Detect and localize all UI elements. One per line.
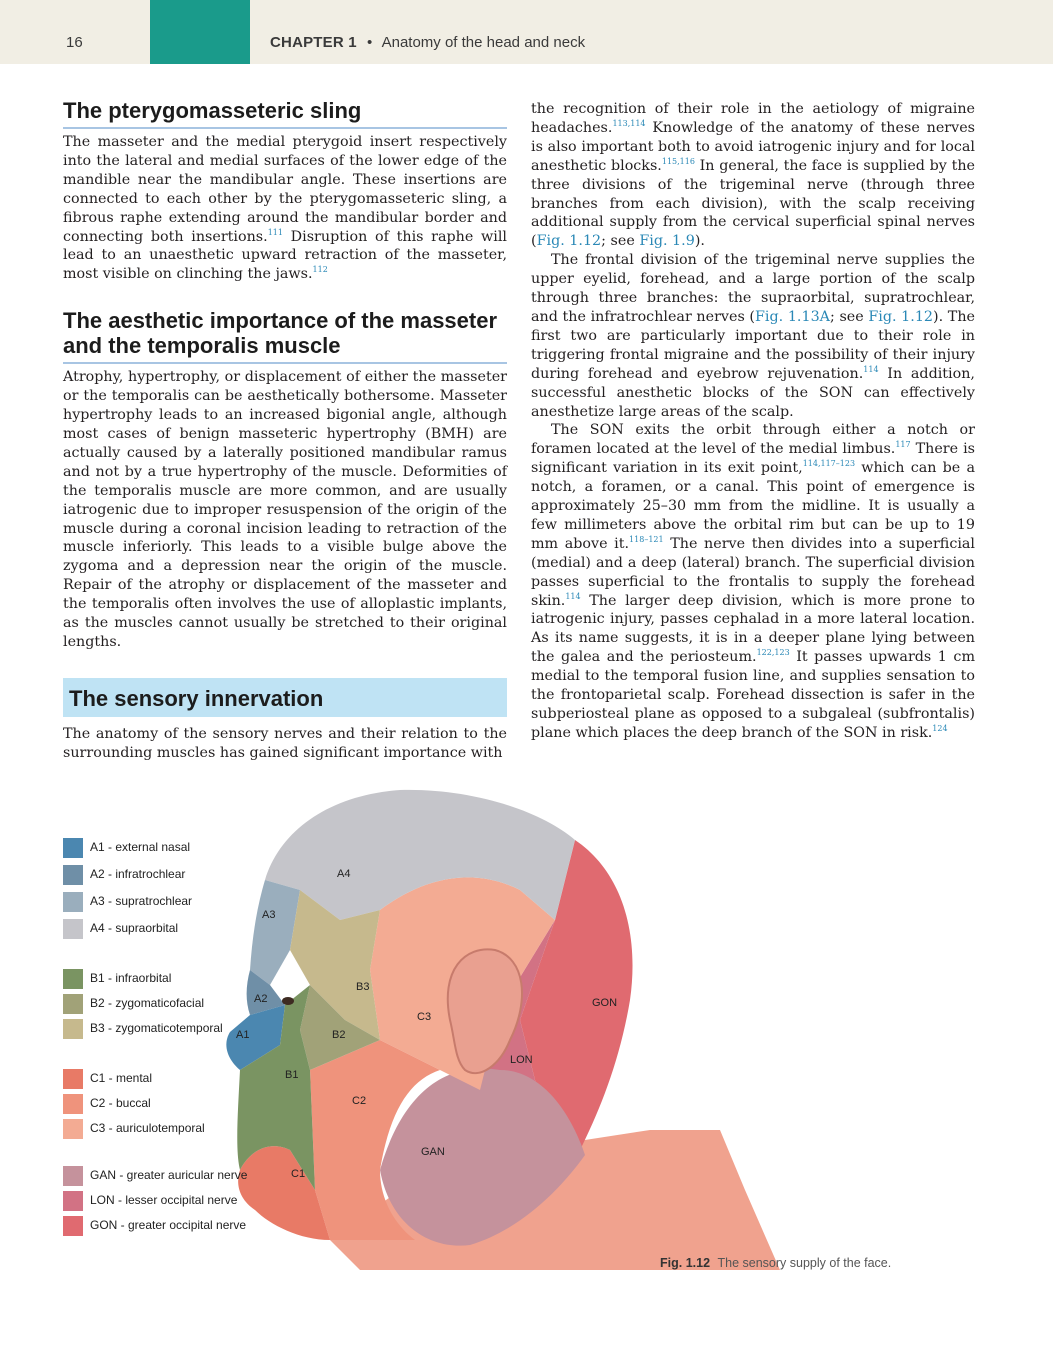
- region-a3: [250, 880, 300, 985]
- heading-sensory-innervation: The sensory innervation: [63, 678, 507, 717]
- label-c3: C3: [417, 1011, 432, 1023]
- label-c2: C2: [352, 1095, 367, 1107]
- citation[interactable]: 118–121: [629, 535, 664, 545]
- caption-text: The sensory supply of the face.: [717, 1256, 892, 1270]
- label-c1: C1: [291, 1168, 306, 1180]
- left-column: [63, 96, 507, 763]
- paragraph-son: The SON exits the orbit through either a notch or foramen located at the level of the medial limbus.$^{117}$ There is significant variation in its exit point,$^{114,117-123}$ which can be a notch, a foramen, or a canal. This point of emergence is approximately 25–30 mm from the midline. It is usually a few millimeters above the orbital rim but can be up to 19 mm above it.$^{118-121}$ The nerve then divides into a superficial (medial) and a deep (lateral) branch. The superficial division passes superficial to the frontalis to supply the forehead skin.$^{114}$ The larger deep division, which is more prone to iatrogenic injury, passes cephalad in a more lateral location. As its name suggests, it is in a deeper plane lying between the galea and the periosteum.$^{122,123}$ It passes upwards 1 cm medial to the temporal fusion line, and supplies sensation to the frontoparietal scalp. Forehead dissection is safer in the subperiosteal plane as opposed to a subgaleal (subfrontalis) plane which places the deep branch of the SON in risk.$^{124}$: [531, 422, 975, 741]
- chapter-label: CHAPTER 1: [270, 34, 357, 51]
- citation[interactable]: 114,117–123: [802, 459, 856, 469]
- paragraph-aesthetic: Atrophy, hypertrophy, or displacement of either the masseter or the temporalis can be aesthetically bothersome. Masseter hypertrophy leads to an increased bigonial angle, although most cases of benign masseteric hypertrophy (BMH) are actually caused by a laterally positioned mandibular ramus and not by a true hypertrophy of the muscle. Deformities of the temporalis muscle are more common, and are usually iatrogenic due to improper resuspension of the origin of the muscle during a coronal incision leading to retraction of the muscle inferiorly. This leads to a visible bulge above the zygoma and a depression near the origin of the muscle. Repair of the atrophy or displacement of the masseter and the temporalis often involves the use of alloplastic implants, as the muscles cannot usually be stretched to their original lengths.: [63, 369, 507, 650]
- label-a2: A2: [254, 993, 268, 1005]
- citation[interactable]: 122,123: [756, 648, 790, 658]
- citation[interactable]: 114: [863, 364, 879, 374]
- legend-swatch: [63, 919, 83, 939]
- chapter-title: Anatomy of the head and neck: [381, 34, 586, 51]
- header-separator: •: [366, 34, 373, 51]
- figure-link[interactable]: Fig. 1.13A: [755, 308, 830, 325]
- label-a3: A3: [262, 909, 276, 921]
- legend-swatch: [63, 838, 83, 858]
- label-lon: LON: [510, 1054, 533, 1066]
- citation[interactable]: 111: [267, 227, 283, 237]
- legend-swatch: [63, 1069, 83, 1089]
- paragraph-migraine: the recognition of their role in the aetiology of migraine headaches.$^{113,114}$ Knowledge of the anatomy of these nerves is also important both to avoid iatrogenic injury and for local anesthetic blocks.$^{115,116}$ In general, the face is supplied by the three divisions of the trigeminal nerve (through three branches from each division), with the scalp receiving additional supply from the cervical superficial spinal nerves (Fig. 1.12; see Fig. 1.9).: [531, 101, 975, 250]
- label-a1: A1: [236, 1029, 250, 1041]
- citation[interactable]: 112: [312, 265, 328, 275]
- figure-sensory-supply: A1 A2 A3 A4 B1 B2 B3 C1 C2 C3 GAN LON GON A1 - external nasal A2 - infratrochlear A3 - supratrochlear A4 - supraorbital B1 - infraorbital B2 - zygomaticofacial B3 - zygomaticotemporal C1 - mental C2 - buccal C3 - auriculotemporal GAN - greater auricular nerve LON - lesser occipital nerve GON - greater occipital nerve: [0, 770, 1053, 1290]
- citation[interactable]: 113,114: [612, 119, 646, 129]
- figure-caption: [660, 1256, 891, 1270]
- paragraph-sensory-intro: The anatomy of the sensory nerves and their relation to the surrounding muscles has gained significant importance with: [63, 725, 507, 761]
- eye: [282, 997, 294, 1005]
- paragraph-sling: The masseter and the medial pterygoid insert respectively into the lateral and medial surfaces of the lower edge of the mandible near the mandibular angle. These insertions are connected to each other by the pterygomasseteric sling, a fibrous raphe extending around the mandibular border and connecting both insertions.$^{111}$ Disruption of this raphe will lead to an unaesthetic upward retraction of the masseter, most visible on clinching the jaws.$^{112}$: [63, 134, 507, 283]
- running-header: [270, 34, 585, 51]
- chapter-tab: [150, 0, 250, 64]
- figure-link[interactable]: Fig. 1.12: [868, 308, 934, 325]
- citation[interactable]: 117: [895, 440, 911, 450]
- citation[interactable]: 115,116: [661, 156, 695, 166]
- heading-aesthetic-importance: The aesthetic importance of the masseter and the temporalis muscle: [63, 306, 507, 364]
- legend-swatch: [63, 1216, 83, 1236]
- legend-swatch: [63, 1094, 83, 1114]
- paragraph-frontal-division: The frontal division of the trigeminal nerve supplies the upper eyelid, forehead, and a large portion of the scalp through three branches: the supraorbital, supratrochlear, and the infratrochlear nerves (Fig. 1.13A; see Fig. 1.12). The first two are particularly important due to their role in triggering frontal migraine and the possibility of their injury during forehead and eyebrow rejuvenation.$^{114}$ In addition, successful anesthetic blocks of the SON can effectively anesthetize large areas of the scalp.: [531, 252, 975, 420]
- right-column: [531, 100, 975, 743]
- legend-swatch: [63, 1119, 83, 1139]
- heading-pterygomasseteric-sling: The pterygomasseteric sling: [63, 96, 507, 129]
- figure-link[interactable]: Fig. 1.12: [536, 233, 602, 250]
- label-a4: A4: [337, 868, 351, 880]
- label-gan: GAN: [421, 1146, 445, 1158]
- legend-swatch: [63, 1019, 83, 1039]
- legend-swatch: [63, 892, 83, 912]
- page-number: 16: [66, 34, 83, 51]
- legend-swatch: [63, 865, 83, 885]
- label-b3: B3: [356, 981, 370, 993]
- legend-swatch: [63, 1166, 83, 1186]
- caption-label: Fig. 1.12: [660, 1256, 711, 1270]
- citation[interactable]: 124: [932, 724, 948, 734]
- citation[interactable]: 114: [565, 591, 581, 601]
- legend-swatch: [63, 969, 83, 989]
- label-b2: B2: [332, 1029, 346, 1041]
- label-gon: GON: [592, 997, 618, 1009]
- label-b1: B1: [285, 1069, 299, 1081]
- legend-swatch: [63, 1191, 83, 1211]
- legend-swatch: [63, 994, 83, 1014]
- figure-link[interactable]: Fig. 1.9: [639, 233, 695, 250]
